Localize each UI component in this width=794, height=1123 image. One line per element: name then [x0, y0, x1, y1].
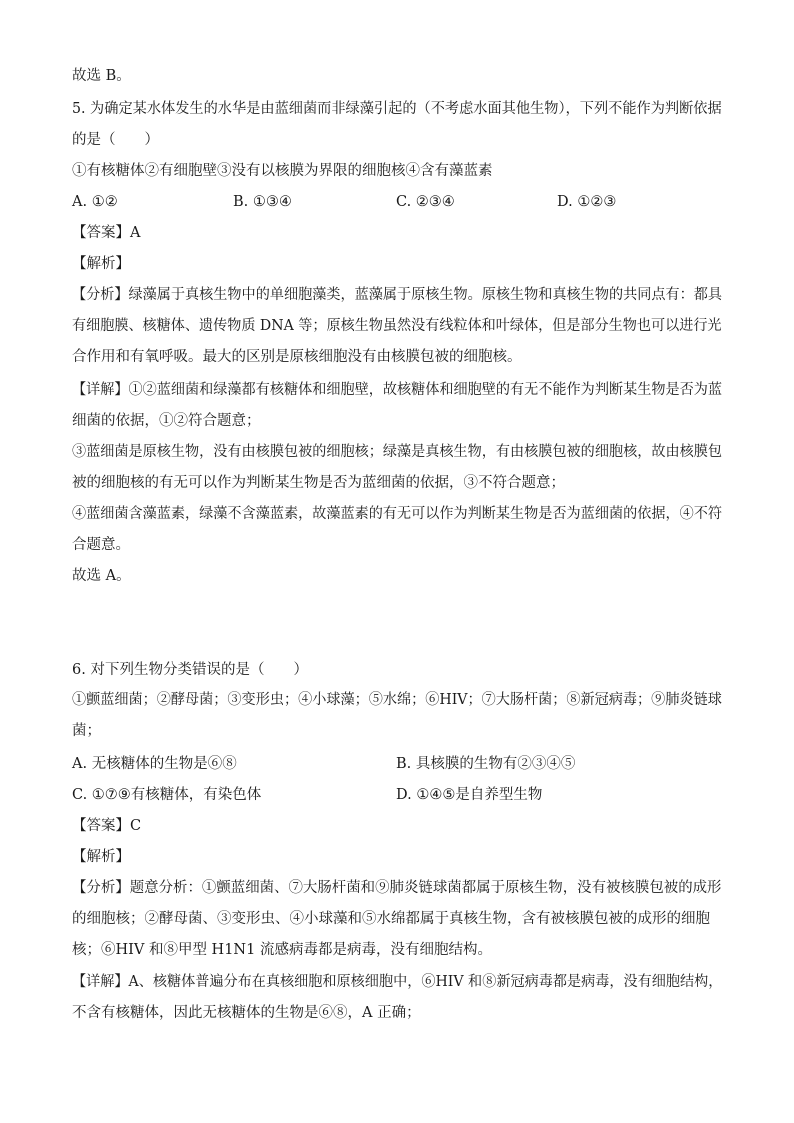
q5-xiangjie-line2: 细菌的依据，①②符合题意； [72, 413, 261, 429]
q6-fenxi-line3: 核；⑥HIV 和⑧甲型 H1N1 流感病毒都是病毒，没有细胞结构。 [72, 942, 492, 958]
q5-conclusion: 故选 A。 [72, 568, 131, 584]
q5-fenxi-line2: 有细胞膜、核糖体、遗传物质 DNA 等；原核生物虽然没有线粒体和叶绿体，但是部分生物也可以进行光 [72, 318, 722, 334]
q5-xiangjie-line3: ③蓝细菌是原核生物，没有由核膜包被的细胞核；绿藻是真核生物，有由核膜包被的细胞核，故由核膜包 [72, 444, 722, 460]
q6-analysis-heading: 【解析】 [72, 849, 130, 865]
q5-xiangjie-line5: ④蓝细菌含藻蓝素，绿藻不含藻蓝素，故藻蓝素的有无可以作为判断某生物是否为蓝细菌的依据，④不符 [72, 506, 722, 522]
q5-fenxi-line1: 【分析】绿藻属于真核生物中的单细胞藻类，蓝藻属于原核生物。原核生物和真核生物的共同点有：都具 [72, 287, 722, 303]
q6-fenxi-line2: 的细胞核；②酵母菌、③变形虫、④小球藻和⑤水绵都属于真核生物，含有被核膜包被的成形的细胞 [72, 911, 710, 927]
q5-answer: 【答案】A [72, 225, 141, 241]
q6-answer: 【答案】C [72, 818, 142, 834]
q6-xiangjie-line1: 【详解】A、核糖体普遍分布在真核细胞和原核细胞中，⑥HIV 和⑧新冠病毒都是病毒，没有细胞结构， [72, 974, 723, 990]
q5-xiangjie-line6: 合题意。 [72, 537, 130, 553]
q5-stem-line2: 的是（ ） [72, 132, 159, 148]
q6-option-b: B. 具核膜的生物有②③④⑤ [396, 756, 576, 772]
q6-option-d: D. ①④⑤是自养型生物 [396, 787, 543, 803]
q5-xiangjie-line4: 被的细胞核的有无可以作为判断某生物是否为蓝细菌的依据，③不符合题意； [72, 475, 565, 491]
q6-fenxi-line1: 【分析】题意分析：①颤蓝细菌、⑦大肠杆菌和⑨肺炎链球菌都属于原核生物，没有被核膜包被的成形 [72, 880, 722, 896]
q5-option-c: C. ②③④ [396, 194, 455, 210]
q5-analysis-heading: 【解析】 [72, 256, 130, 272]
q6-items-line2: 菌； [72, 723, 101, 739]
q5-option-d: D. ①②③ [557, 194, 617, 210]
q5-option-b: B. ①③④ [233, 194, 292, 210]
q5-items: ①有核糖体②有细胞壁③没有以核膜为界限的细胞核④含有藻蓝素 [72, 163, 493, 179]
q6-stem: 6. 对下列生物分类错误的是（ ） [72, 662, 308, 678]
q6-items-line1: ①颤蓝细菌；②酵母菌；③变形虫；④小球藻；⑤水绵；⑥HIV；⑦大肠杆菌；⑧新冠病毒；⑨肺炎链球 [72, 692, 722, 708]
q5-option-a: A. ①② [72, 194, 118, 210]
previous-conclusion: 故选 B。 [72, 68, 131, 84]
q5-fenxi-line3: 合作用和有氧呼吸。最大的区别是原核细胞没有由核膜包被的细胞核。 [72, 349, 522, 365]
q6-option-a: A. 无核糖体的生物是⑥⑧ [72, 756, 237, 772]
q6-option-c: C. ①⑦⑨有核糖体，有染色体 [72, 787, 262, 803]
q5-stem-line1: 5. 为确定某水体发生的水华是由蓝细菌而非绿藻引起的（不考虑水面其他生物），下列不能作为判断依据 [72, 101, 722, 117]
q6-xiangjie-line2: 不含有核糖体，因此无核糖体的生物是⑥⑧，A 正确； [72, 1005, 421, 1021]
q5-xiangjie-line1: 【详解】①②蓝细菌和绿藻都有核糖体和细胞壁，故核糖体和细胞壁的有无不能作为判断某生物是否为蓝 [72, 382, 722, 398]
